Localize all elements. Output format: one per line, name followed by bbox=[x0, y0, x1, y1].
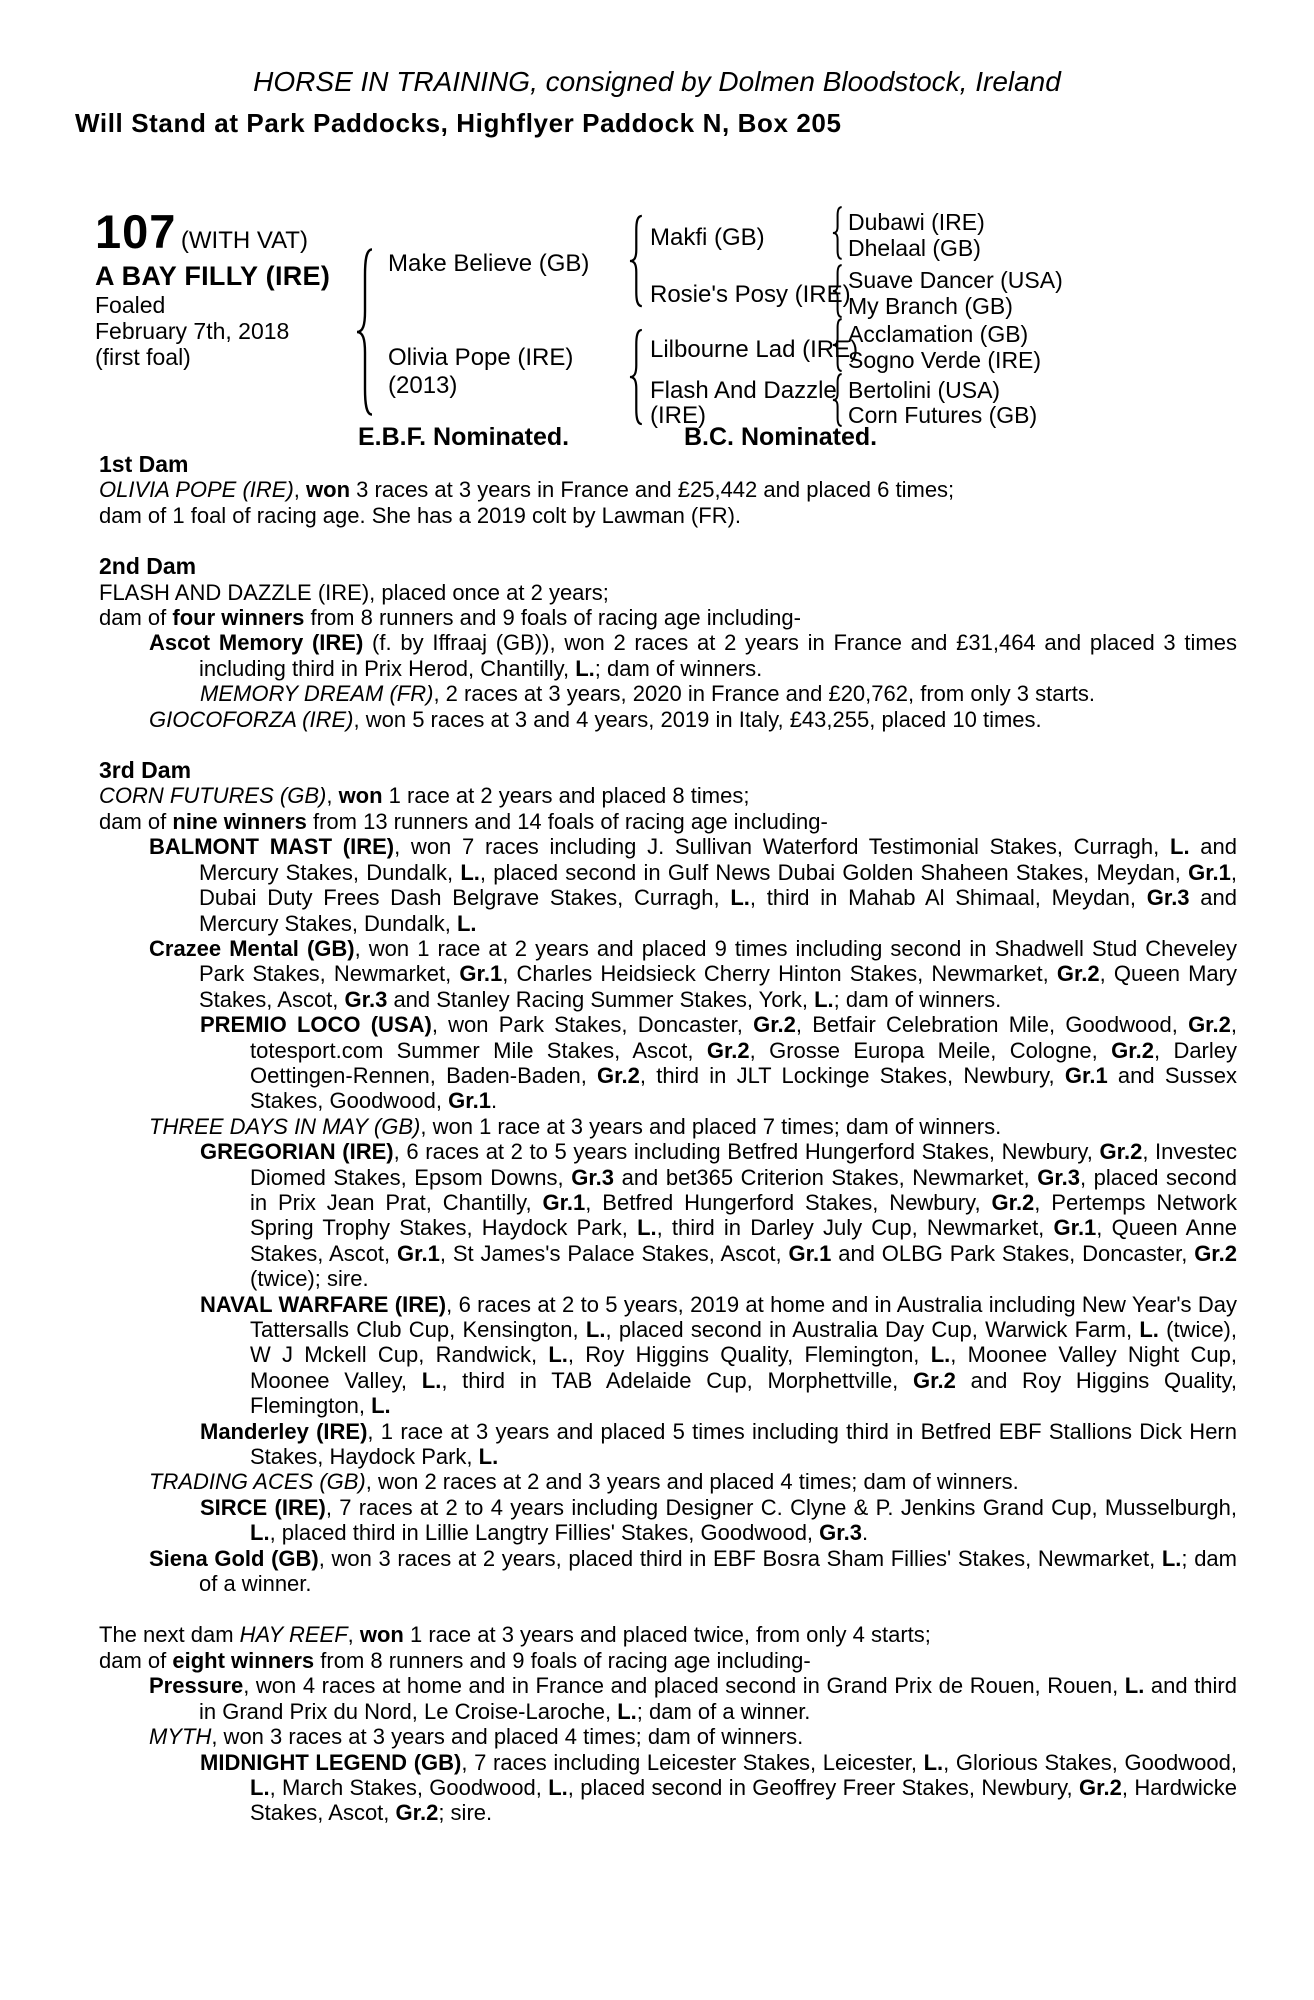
stand-location: Will Stand at Park Paddocks, Highflyer Paddock N, Box 205 bbox=[75, 108, 842, 138]
dam-entry: Pressure, won 4 races at home and in France and placed second in Grand Prix de Rouen, Rouen, L. and third in Grand Prix du Nord, Le Croise-Laroche, L.; dam of a winner. bbox=[149, 1673, 1237, 1724]
pedigree-dam: Olivia Pope (IRE) bbox=[388, 344, 574, 371]
dam-entry: TRADING ACES (GB), won 2 races at 2 and 3 years and placed 4 times; dam of winners. bbox=[149, 1469, 1019, 1495]
dam-entry: BALMONT MAST (IRE), won 7 races including J. Sullivan Waterford Testimonial Stakes, Curragh, L. and Mercury Stakes, Dundalk, L., placed second in Gulf News Dubai Golden Shaheen Stakes, Meydan, Gr.1, Dubai Duty Frees Dash Belgrave Stakes, Curragh, L., third in Mahab Al Shimaal, Meydan, Gr.3 and Mercury Stakes, Dundalk, L. bbox=[149, 834, 1238, 936]
pedigree-gen2-sire-sire: Makfi (GB) bbox=[650, 224, 765, 251]
dam-entry: PREMIO LOCO (USA), won Park Stakes, Doncaster, Gr.2, Betfair Celebration Mile, Goodwood, Gr.2, totesport.com Summer Mile Stakes, Ascot, Gr.2, Grosse Europa Meile, Cologne, Gr.2, Darley Oettingen-Rennen, Baden-Baden, Gr.2, third in JLT Lockinge Stakes, Newbury, Gr.1 and Sussex Stakes, Goodwood, Gr.1. bbox=[200, 1012, 1238, 1114]
dam-entry: MIDNIGHT LEGEND (GB), 7 races including Leicester Stakes, Leicester, L., Glorious Stakes, Goodwood, L., March Stakes, Goodwood, L., placed second in Geoffrey Freer Stakes, Newbury, Gr.2, Hardwicke Stakes, Ascot, Gr.2; sire. bbox=[200, 1749, 1238, 1826]
dam-entry: GREGORIAN (IRE), 6 races at 2 to 5 years including Betfred Hungerford Stakes, Newbury, Gr.2, Investec Diomed Stakes, Epsom Downs, Gr.3 and bet365 Criterion Stakes, Newmarket, Gr.3, placed second in Prix Jean Prat, Chantilly, Gr.1, Betfred Hungerford Stakes, Newbury, Gr.2, Pertemps Network Spring Trophy Stakes, Haydock Park, L., third in Darley July Cup, Newmarket, Gr.1, Queen Anne Stakes, Ascot, Gr.1, St James's Palace Stakes, Ascot, Gr.1 and OLBG Park Stakes, Doncaster, Gr.2 (twice); sire. bbox=[200, 1139, 1238, 1292]
pedigree-gen3-name: Dubawi (IRE) bbox=[848, 209, 985, 235]
pedigree-gen3-name: Suave Dancer (USA) bbox=[848, 267, 1063, 293]
dam-entry: SIRCE (IRE), 7 races at 2 to 4 years including Designer C. Clyne & P. Jenkins Grand Cup, Musselburgh, L., placed third in Lillie Langtry Fillies' Stakes, Goodwood, Gr.3. bbox=[200, 1494, 1237, 1546]
page-title: HORSE IN TRAINING, consigned by Dolmen Bloodstock, Ireland bbox=[253, 66, 1061, 97]
ebf-nominated: E.B.F. Nominated. bbox=[358, 423, 570, 451]
pedigree-gen2-sire-dam: Rosie's Posy (IRE) bbox=[650, 281, 851, 308]
dam-section bbox=[99, 758, 1237, 1596]
dam-entry: OLIVIA POPE (IRE), won 3 races at 3 years in France and £25,442 and placed 6 times; bbox=[99, 477, 955, 503]
dam-heading: 3rd Dam bbox=[99, 757, 192, 784]
foal-note: (first foal) bbox=[95, 344, 191, 370]
bc-nominated: B.C. Nominated. bbox=[684, 423, 878, 451]
pedigree-gen3-name: Corn Futures (GB) bbox=[848, 402, 1038, 428]
pedigree-dam-year: (2013) bbox=[388, 372, 458, 399]
dam-entry: Crazee Mental (GB), won 1 race at 2 years and placed 9 times including second in Shadwell Stud Cheveley Park Stakes, Newmarket, Gr.1, Charles Heidsieck Cherry Hinton Stakes, Newmarket, Gr.2, Queen Mary Stakes, Ascot, Gr.3 and Stanley Racing Summer Stakes, York, L.; dam of winners. bbox=[149, 935, 1237, 1012]
dam-heading: 2nd Dam bbox=[99, 553, 197, 580]
dam-entry: FLASH AND DAZZLE (IRE), placed once at 2 years; bbox=[99, 579, 609, 605]
pedigree-gen2-dam-sire: Lilbourne Lad (IRE) bbox=[650, 336, 859, 363]
dam-entry: dam of 1 foal of racing age. She has a 2019 colt by Lawman (FR). bbox=[99, 502, 742, 528]
dam-entry: MEMORY DREAM (FR), 2 races at 3 years, 2020 in France and £20,762, from only 3 starts. bbox=[200, 681, 1096, 707]
dam-entry: dam of nine winners from 13 runners and 14 foals of racing age including- bbox=[99, 808, 828, 834]
foaled-date: February 7th, 2018 bbox=[95, 318, 290, 344]
pedigree-gen3-name: Sogno Verde (IRE) bbox=[848, 347, 1042, 373]
lot-number-line bbox=[95, 204, 365, 259]
pedigree-gen2-dam-dam: Flash And Dazzle (IRE) bbox=[650, 377, 837, 429]
dam-entry: Siena Gold (GB), won 3 races at 2 years, placed third in EBF Bosra Sham Fillies' Stakes, Newmarket, L.; dam of a winner. bbox=[149, 1545, 1237, 1597]
pedigree-sire: Make Believe (GB) bbox=[388, 250, 590, 277]
pedigree-dam-block bbox=[388, 344, 573, 400]
dam-heading: 1st Dam bbox=[99, 451, 189, 477]
lot-number: 107 bbox=[95, 205, 177, 258]
pedigree-brace-main bbox=[352, 246, 376, 418]
pedigree-text bbox=[99, 452, 1237, 1826]
dam-entry: GIOCOFORZA (IRE), won 5 races at 3 and 4 years, 2019 in Italy, £43,255, placed 10 times. bbox=[149, 706, 1042, 732]
dam-entry: dam of eight winners from 8 runners and 9 foals of racing age including- bbox=[99, 1647, 811, 1673]
dam-entry: The next dam HAY REEF, won 1 race at 3 years and placed twice, from only 4 starts; bbox=[99, 1622, 931, 1648]
dam-section bbox=[99, 452, 1237, 528]
dam-entry: Ascot Memory (IRE) (f. by Iffraaj (GB)), won 2 races at 2 years in France and £31,464 and placed 3 times including third in Prix Herod, Chantilly, L.; dam of winners. bbox=[149, 630, 1237, 681]
pedigree-gen3-name: Dhelaal (GB) bbox=[848, 235, 981, 261]
dam-entry: NAVAL WARFARE (IRE), 6 races at 2 to 5 years, 2019 at home and in Australia including New Year's Day Tattersalls Club Cup, Kensington, L., placed second in Australia Day Cup, Warwick Farm, L. (twice), W J Mckell Cup, Randwick, L., Roy Higgins Quality, Flemington, L., Moonee Valley Night Cup, Moonee Valley, L., third in TAB Adelaide Cup, Morphettville, Gr.2 and Roy Higgins Quality, Flemington, L. bbox=[200, 1291, 1238, 1419]
dam-entry: THREE DAYS IN MAY (GB), won 1 race at 3 years and placed 7 times; dam of winners. bbox=[149, 1113, 1002, 1139]
pedigree-gen3-name: My Branch (GB) bbox=[848, 293, 1013, 319]
dam-entry: dam of four winners from 8 runners and 9 foals of racing age including- bbox=[99, 605, 801, 631]
pedigree-brace-sire bbox=[626, 214, 645, 308]
pedigree-brace-gen3-1 bbox=[830, 206, 844, 260]
pedigree-gen3-name: Bertolini (USA) bbox=[848, 377, 1001, 403]
dam-entry: MYTH, won 3 races at 3 years and placed 4 times; dam of winners. bbox=[149, 1724, 804, 1750]
dam-entry: Manderley (IRE), 1 race at 3 years and placed 5 times including third in Betfred EBF Stallions Dick Hern Stakes, Haydock Park, L. bbox=[200, 1418, 1237, 1470]
pedigree-brace-dam bbox=[626, 328, 645, 426]
horse-description: A BAY FILLY (IRE) bbox=[95, 261, 331, 291]
dam-entry: CORN FUTURES (GB), won 1 race at 2 years and placed 8 times; bbox=[99, 783, 750, 809]
lot-block bbox=[95, 204, 365, 370]
dam-section bbox=[99, 1622, 1237, 1825]
foaled-label: Foaled bbox=[95, 292, 166, 318]
vat-note: (WITH VAT) bbox=[180, 227, 308, 254]
dam-section bbox=[99, 554, 1237, 732]
pedigree-gen3-name: Acclamation (GB) bbox=[848, 321, 1029, 347]
